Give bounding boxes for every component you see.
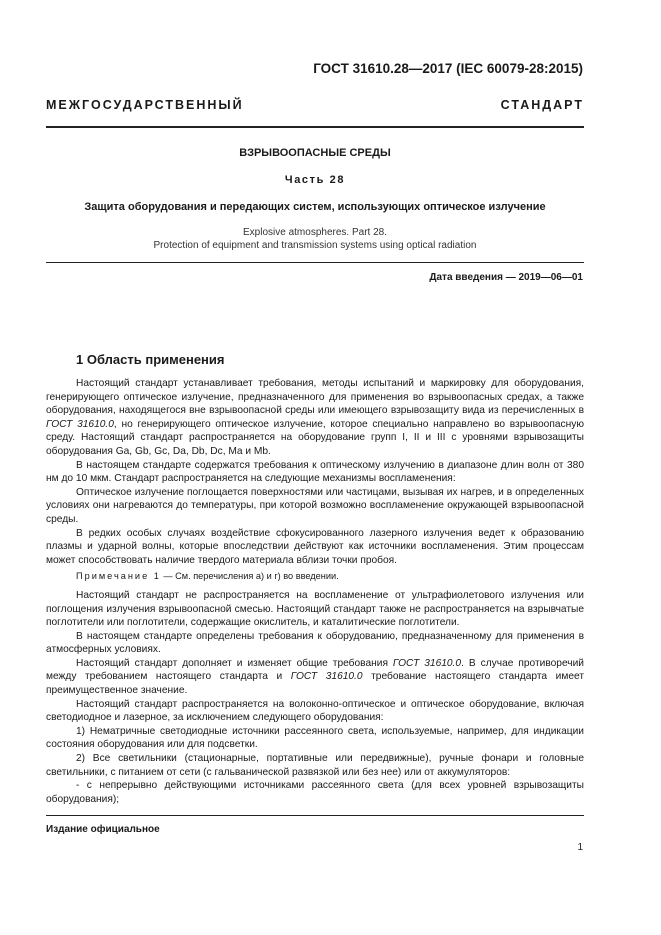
official-edition-label: Издание официальное <box>46 824 160 835</box>
paragraph: Настоящий стандарт дополняет и изменяет общие требования ГОСТ 31610.0. В случае противоречий между требованием настоящего стандарта и ГОСТ 31610.0 требование настоящего стандарта имеет преимущественное значение. <box>46 657 584 697</box>
footer-rule <box>46 815 584 816</box>
page-number: 1 <box>577 842 583 853</box>
english-title-line1: Explosive atmospheres. Part 28. <box>243 227 387 238</box>
english-title-line2: Protection of equipment and transmission systems using optical radiation <box>153 240 477 251</box>
reference: ГОСТ 31610.0 <box>290 671 363 683</box>
note: Примечание 1 — См. перечисления а) и г) во введении. <box>76 571 339 582</box>
title-rule <box>46 262 584 263</box>
standard-title: ВЗРЫВООПАСНЫЕ СРЕДЫ <box>239 147 391 159</box>
standard-subtitle: Защита оборудования и передающих систем, использующих оптическое излучение <box>84 201 546 213</box>
part-label: Часть 28 <box>284 174 346 186</box>
header-rule <box>46 126 584 128</box>
paragraph: Оптическое излучение поглощается поверхностями или частицами, вызывая их нагрев, и в определенных условиях они нагреваются до температуры, при которой возможно воспламенение окружающей взрывоопасной среды. <box>46 486 584 525</box>
section-heading: 1 Область применения <box>76 352 225 367</box>
paragraph: Настоящий стандарт устанавливает требования, методы испытаний и маркировку для оборудования, генерирующего оптическое излучение, предназначенного для применения во взрывоопасных средах, а также оборудования, находящегося вне взрывоопасной среды или имеющего взрывозащиту вида из перечисленных в ГОСТ 31610.0, но генерирующего оптическое излучение, которое специально направлено во взрывоопасную среду. Настоящий стандарт распространяется на оборудование групп I, II и III с уровнями взрывозащиты оборудования Ga, Gb, Gc, Da, Db, Dc, Ma и Mb. <box>46 378 584 457</box>
list-item: - с непрерывно действующими источниками рассеянного света (для всех уровней взрывозащиты оборудования); <box>46 780 584 805</box>
interstate-standard-banner: МЕЖГОСУДАРСТВЕННЫЙ СТАНДАРТ <box>46 98 584 112</box>
section-body <box>46 377 584 806</box>
list-item: 1) Нематричные светодиодные источники рассеянного света, используемые, например, для индикации состояния оборудования или для подсветки. <box>46 725 584 751</box>
paragraph: В редких особых случаях воздействие сфокусированного лазерного излучения ведет к образованию плазмы и ударной волны, которые впоследствии действуют как источники воспламенения. Этим процессам может способствовать наличие твердого материала вблизи точки пробоя. <box>46 527 584 566</box>
reference: ГОСТ 31610.0 <box>392 657 462 669</box>
paragraph: Настоящий стандарт не распространяется на воспламенение от ультрафиолетового излучения или поглощения излучения взрывоопасной смесью. Настоящий стандарт также не распространяется на взрывчатые поглотители или поглотители, содержащие окислитель, и каталитические поглотители. <box>46 589 584 629</box>
document-number: ГОСТ 31610.28—2017 (IEC 60079-28:2015) <box>313 61 583 76</box>
introduction-date: Дата введения — 2019—06—01 <box>429 272 583 283</box>
reference: ГОСТ 31610.0 <box>46 418 114 430</box>
paragraph: В настоящем стандарте содержатся требования к оптическому излучению в диапазоне длин волн от 380 нм до 10 мкм. Стандарт распространяется на следующие механизмы воспламенения: <box>46 459 584 485</box>
paragraph: В настоящем стандарте определены требования к оборудованию, предназначенному для применения в атмосферных условиях. <box>46 630 584 656</box>
list-item: 2) Все светильники (стационарные, портативные или передвижные), ручные фонари и головные светильники, с питанием от сети (с гальванической развязкой или без нее) или от аккумуляторов: <box>46 753 584 778</box>
paragraph: Настоящий стандарт распространяется на волоконно-оптическое и оптическое оборудование, включая светодиодное и лазерное, за исключением следующего оборудования: <box>46 698 584 724</box>
